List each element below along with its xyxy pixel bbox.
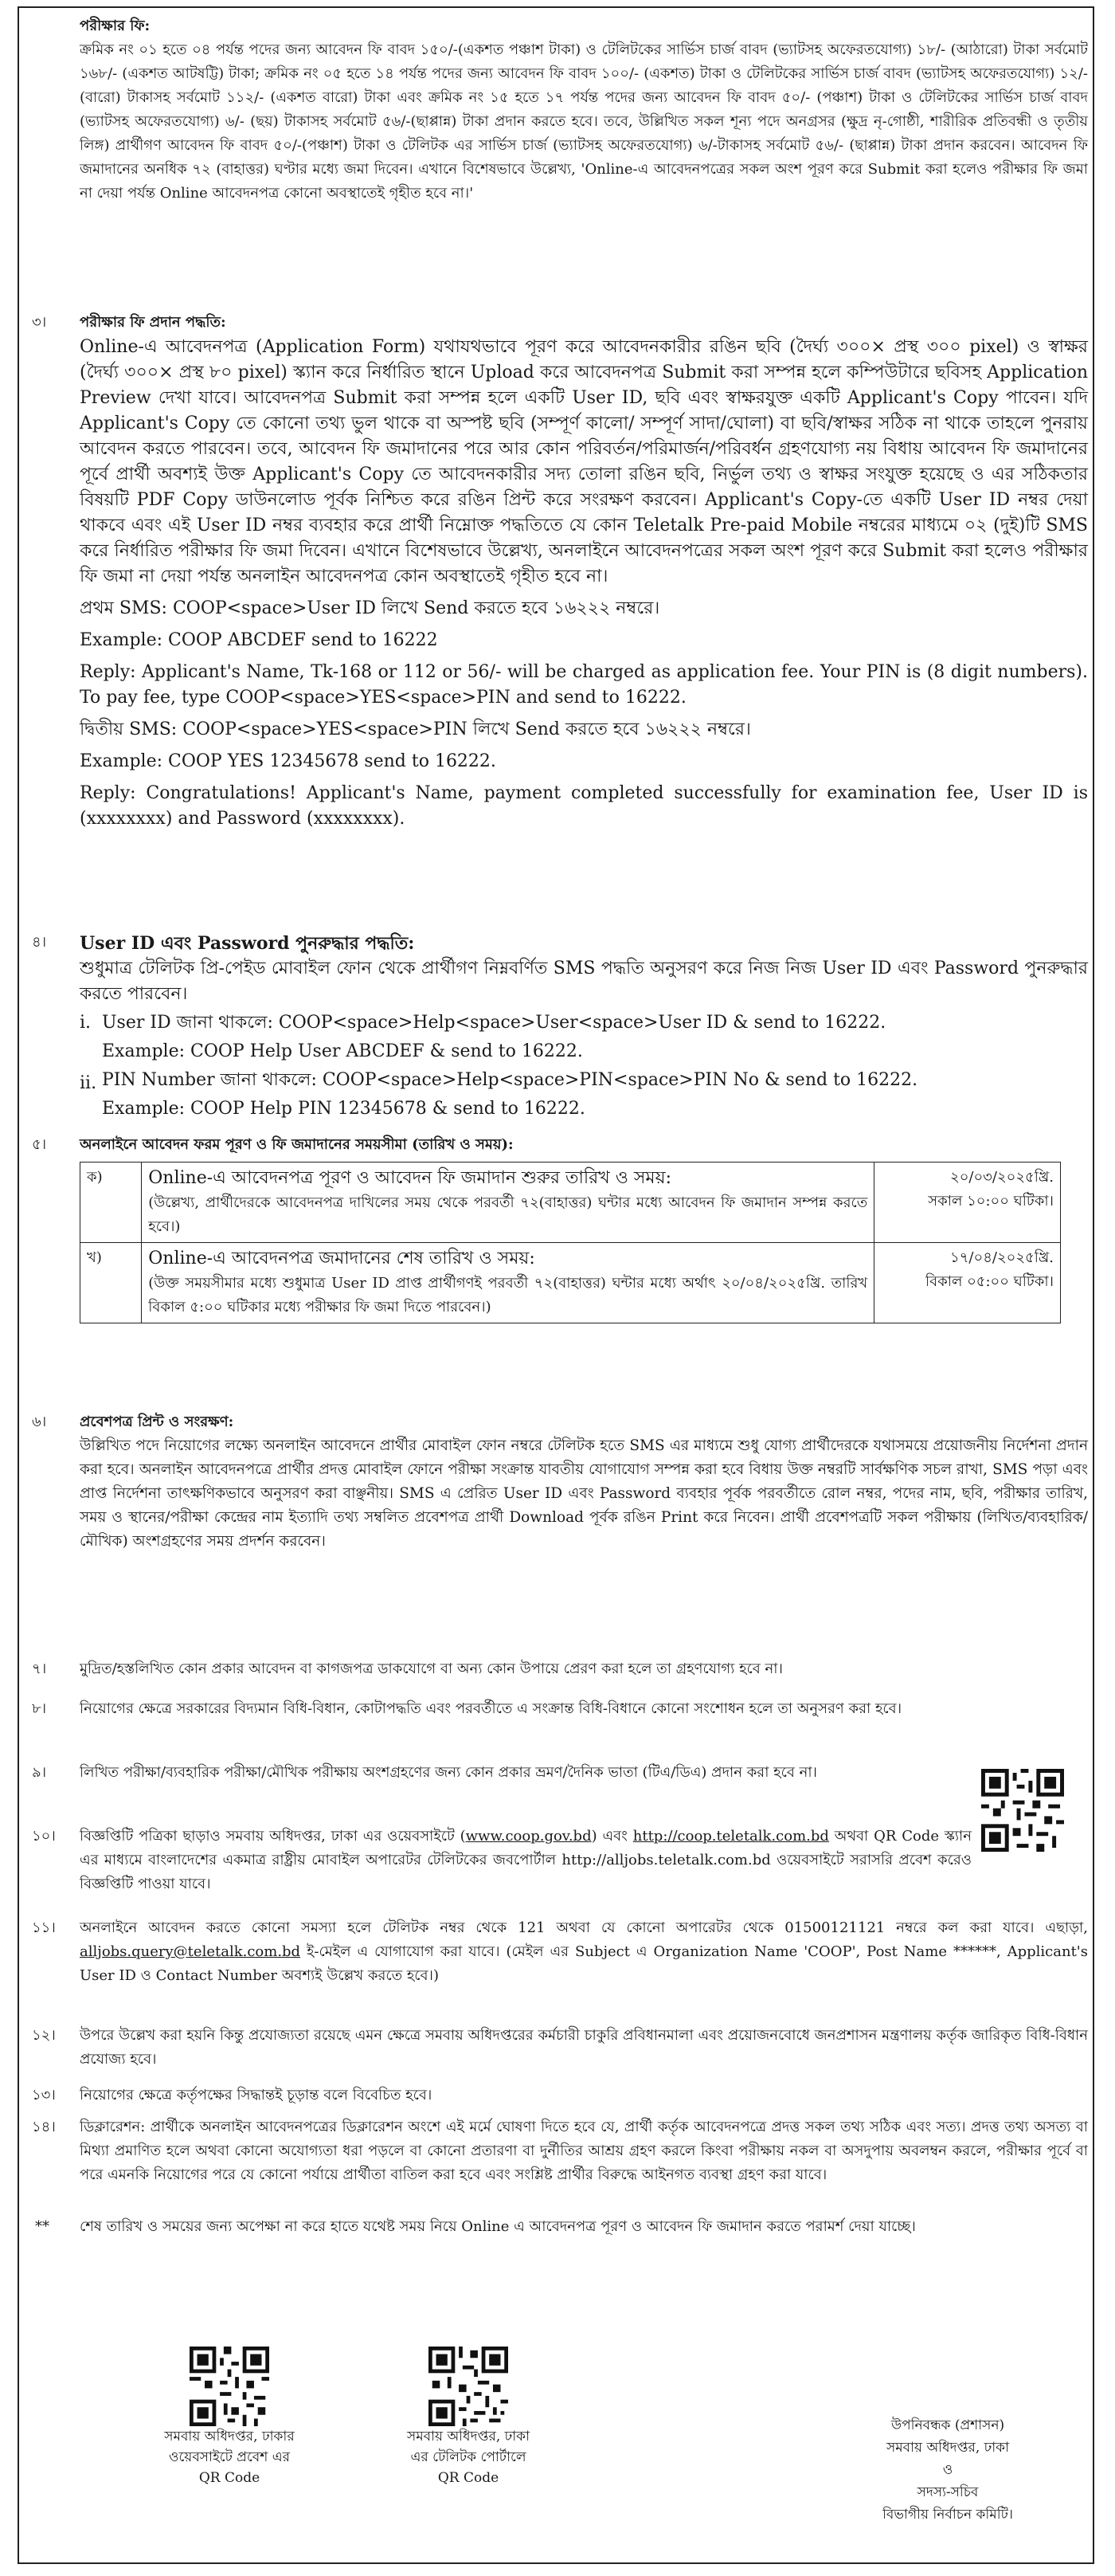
row-datetime bbox=[874, 1163, 1061, 1243]
qr-caption-line: সমবায় অধিদপ্তর, ঢাকা bbox=[406, 2429, 530, 2445]
section-text: মুদ্রিত/হস্তলিখিত কোন প্রকার আবেদন বা কাগজপত্র ডাকযোগে বা অন্য কোন উপায়ে প্রেরণ করা হলে তা গ্রহণযোগ্য হবে না। bbox=[80, 1660, 783, 1677]
row-note: (উল্লেখ্য, প্রার্থীদেরকে আবেদনপত্র দাখিলের সময় থেকে পরবর্তী ৭২(বাহাত্তর) ঘন্টার মধ্যে আবেদন ফি জমাদান সম্পন্ন করতে হবে।) bbox=[148, 1194, 868, 1235]
item-label: ii. bbox=[80, 1073, 97, 1093]
section-number: ৯। bbox=[32, 1764, 47, 1781]
section-text: ডিক্লারেশন: প্রার্থীকে অনলাইন আবেদনপত্রের ডিক্লারেশন অংশে এই মর্মে ঘোষণা দিতে হবে যে, প্রার্থী কর্তৃক আবেদনপত্রে প্রদত্ত সকল তথ্য সঠিক এবং সত্য। প্রদত্ত তথ্য অসত্য বা মিথ্যা প্রমাণিত হলে অথবা কোনো অযোগ্যতা ধরা পড়লে বা কোনো প্রতারণা বা দুর্নীতির আশ্রয় গ্রহণ করলে কিংবা পরীক্ষায় নকল বা অসদুপায় অবলম্বন করলে, পরীক্ষার পূর্বে বা পরে এমনকি নিয়োগের পরে যে কোনো পর্যায়ে প্রার্থীতা বাতিল করা হবে এবং সংশ্লিষ্ট প্রার্থীর বিরুদ্ধে আইনগত ব্যবস্থা গ্রহণ করা যাবে। bbox=[80, 2119, 1088, 2183]
second-sms-example: Example: COOP YES 12345678 send to 16222. bbox=[80, 751, 496, 771]
item-text: PIN Number জানা থাকলে: COOP<space>Help<space>PIN<space>PIN No & send to 16222. bbox=[102, 1070, 918, 1090]
fee-heading: পরীক্ষার ফি: bbox=[80, 18, 151, 34]
text-part: ) এবং bbox=[591, 1828, 628, 1845]
qr-caption-line: QR Code bbox=[437, 2470, 499, 2486]
row-datetime bbox=[874, 1243, 1061, 1323]
section-text: নিয়োগের ক্ষেত্রে কর্তৃপক্ষের সিদ্ধান্তই চূড়ান্ত বলে বিবেচিত হবে। bbox=[80, 2087, 432, 2104]
note-marker: ** bbox=[35, 2218, 49, 2235]
row-description bbox=[142, 1163, 874, 1243]
qr-code-website bbox=[981, 1769, 1064, 1852]
recovery-intro: শুধুমাত্র টেলিটক প্রি-পেইড মোবাইল ফোন থেকে প্রার্থীগণ নিম্নবর্ণিত SMS পদ্ধতি অনুসরণ করে নিজ নিজ User ID এবং Password পুনরুদ্ধার করতে পারবেন। bbox=[80, 959, 1088, 1004]
section-number: ৬। bbox=[32, 1413, 47, 1430]
section-heading: পরীক্ষার ফি প্রদান পদ্ধতি: bbox=[80, 314, 226, 331]
row-date: ২০/০৩/২০২৫খ্রি. bbox=[950, 1169, 1054, 1186]
second-sms-instruction: দ্বিতীয় SMS: COOP<space>YES<space>PIN লিখে Send করতে হবে ১৬২২২ নম্বরে। bbox=[80, 719, 751, 739]
row-time: বিকাল ০৫:০০ ঘটিকা। bbox=[925, 1273, 1054, 1290]
qr-caption-line: QR Code bbox=[198, 2470, 260, 2486]
section-number: ৩। bbox=[32, 314, 47, 331]
section-number: ১৪। bbox=[32, 2119, 56, 2135]
signatory-conjunction: ও bbox=[942, 2462, 953, 2478]
section-text: নিয়োগের ক্ষেত্রে সরকারের বিদ্যমান বিধি-বিধান, কোটাপদ্ধতি এবং পরবর্তীতে এ সংক্রান্ত বিধি-বিধানে কোনো সংশোধন হলে তা অনুসরণ করা হবে। bbox=[80, 1700, 902, 1717]
section-heading: User ID এবং Password পুনরুদ্ধার পদ্ধতি: bbox=[80, 933, 415, 954]
signatory-role: সদস্য-সচিব bbox=[917, 2484, 979, 2500]
row-time: সকাল ১০:০০ ঘটিকা। bbox=[928, 1193, 1054, 1210]
section-number: ৫। bbox=[32, 1136, 47, 1153]
row-note: (উক্ত সময়সীমার মধ্যে শুধুমাত্র User ID প্রাপ্ত প্রার্থীগণই পরবর্তী ৭২(বাহাত্তর) ঘন্টার মধ্যে অর্থাৎ ২০/০৪/২০২৫খ্রি. তারিখ বিকাল ৫:০০ ঘটিকার মধ্যে পরীক্ষার ফি জমা দিতে পারবেন।) bbox=[148, 1275, 868, 1315]
first-sms-example: Example: COOP ABCDEF send to 16222 bbox=[80, 630, 438, 650]
signatory-designation: উপনিবন্ধক (প্রশাসন) bbox=[890, 2417, 1005, 2433]
section-number: ১০। bbox=[32, 1828, 56, 1845]
qr-caption-line: এর টেলিটক পোর্টালে bbox=[410, 2449, 526, 2465]
row-label: খ) bbox=[80, 1243, 142, 1323]
row-title: Online-এ আবেদনপত্র পূরণ ও আবেদন ফি জমাদান শুরুর তারিখ ও সময়: bbox=[148, 1168, 671, 1188]
note-text: শেষ তারিখ ও সময়ের জন্য অপেক্ষা না করে হাতে যথেষ্ট সময় নিয়ে Online এ আবেদনপত্র পূরণ ও আবেদন ফি জমাদান করতে পরামর্শ দেয়া যাচ্ছে। bbox=[80, 2218, 916, 2235]
section-text: লিখিত পরীক্ষা/ব্যবহারিক পরীক্ষা/মৌখিক পরীক্ষায় অংশগ্রহণের জন্য কোন প্রকার ভ্রমণ/দৈনিক ভাতা (টিএ/ডিএ) প্রদান করা হবে না। bbox=[80, 1764, 817, 1781]
section-number: ১১। bbox=[32, 1919, 56, 1936]
row-label: ক) bbox=[80, 1163, 142, 1243]
item-example: Example: COOP Help User ABCDEF & send to 16222. bbox=[102, 1041, 583, 1061]
table-row bbox=[80, 1163, 1061, 1243]
table-row bbox=[80, 1243, 1061, 1323]
text-part: ই-মেইল এ যোগাযোগ করা যাবে। (মেইল এর Subject এ Organization Name 'COOP', Post Name ******, Applicant's User ID ও Contact Number অবশ্যই উল্লেখ করতে হবে।) bbox=[80, 1943, 1088, 1984]
website-link[interactable]: www.coop.gov.bd bbox=[465, 1828, 592, 1845]
text-part: অথবা QR Code স্ক্যান এর মাধ্যমে বাংলাদেশের একমাত্র রাষ্ট্রীয় মোবাইল অপারেটর টেলিটকের জবপোর্টাল http://alljobs.teletalk.com.bd ওয়েবসাইটে সরাসরি প্রবেশ করেও বিজ্ঞপ্তিটি পাওয়া যাবে। bbox=[80, 1828, 972, 1892]
item-text: User ID জানা থাকলে: COOP<space>Help<space>User<space>User ID & send to 16222. bbox=[102, 1013, 886, 1033]
qr-block-teletalk bbox=[381, 2347, 556, 2488]
item-label: i. bbox=[80, 1013, 92, 1033]
section-text bbox=[80, 1825, 972, 1896]
recovery-item-user-id bbox=[80, 1010, 1088, 1065]
qr-code-icon bbox=[190, 2347, 269, 2426]
section-number: ৮। bbox=[32, 1700, 47, 1717]
section-number: ৭। bbox=[32, 1660, 47, 1677]
section-number: ১২। bbox=[32, 2027, 56, 2044]
payment-paragraph: Online-এ আবেদনপত্র (Application Form) যথাযথভাবে পূরণ করে আবেদনকারীর রঙিন ছবি (দৈর্ঘ্য ৩০০× প্রস্থ ৩০০ pixel) ও স্বাক্ষর (দৈর্ঘ্য ৩০০× প্রস্থ ৮০ pixel) স্ক্যান করে নির্ধারিত স্থানে Upload করে আবেদনপত্র Submit করা সম্পন্ন হলে কম্পিউটারে ছবিসহ Application Preview দেখা যাবে। আবেদনপত্র Submit করা সম্পন্ন হলে একটি User ID, ছবি এবং স্বাক্ষরযুক্ত একটি Applicant's Copy পাবেন। যদি Applicant's Copy তে কোনো তথ্য ভুল থাকে বা অস্পষ্ট ছবি (সম্পূর্ণ কালো/ সম্পূর্ণ সাদা/ঘোলা) বা ছবি/স্বাক্ষর সঠিক না থাকে তাহলে পুনরায় আবেদন করতে পারবেন। তবে, আবেদন ফি জমাদানের পরে আর কোন পরিবর্তন/পরিমার্জন/পরিবর্ধন গ্রহণযোগ্য নয় বিধায় আবেদন ফি জমাদানের পূর্বে প্রার্থী অবশ্যই উক্ত Applicant's Copy তে আবেদনকারীর সদ্য তোলা রঙিন ছবি, নির্ভুল তথ্য ও স্বাক্ষর সংযুক্ত হয়েছে ও এর সঠিকতার বিষয়টি PDF Copy ডাউনলোড পূর্বক নিশ্চিত করে রঙিন প্রিন্ট করে সংরক্ষণ করবেন। Applicant's Copy-তে একটি User ID নম্বর দেয়া থাকবে এবং এই User ID নম্বর ব্যবহার করে প্রার্থী নিম্নোক্ত পদ্ধতিতে যে কোন Teletalk Pre-paid Mobile নম্বরের মাধ্যমে ০২ (দুই)টি SMS করে নির্ধারিত পরীক্ষার ফি জমা দিবেন। এখানে বিশেষভাবে উল্লেখ্য, অনলাইনে আবেদনপত্রের সকল অংশ পূরণ করে Submit করা হলেও পরীক্ষার ফি জমা না দেয়া পর্যন্ত অনলাইন আবেদনপত্র কোন অবস্থাতেই গৃহীত হবে না। bbox=[80, 337, 1088, 586]
qr-code-icon bbox=[981, 1769, 1064, 1852]
qr-caption-line: ওয়েবসাইটে প্রবেশ এর bbox=[168, 2449, 291, 2465]
section-text: উপরে উল্লেখ করা হয়নি কিন্তু প্রযোজ্যতা রয়েছে এমন ক্ষেত্রে সমবায় অধিদপ্তরের কর্মচারী চাকুরি প্রবিধানমালা এবং প্রয়োজনবোধে জনপ্রশাসন মন্ত্রণালয় কর্তৃক জারিকৃত বিধি-বিধান প্রযোজ্য হবে। bbox=[80, 2027, 1088, 2068]
section-heading: অনলাইনে আবেদন ফরম পূরণ ও ফি জমাদানের সময়সীমা (তারিখ ও সময়): bbox=[80, 1136, 514, 1153]
second-sms-reply: Reply: Congratulations! Applicant's Name, payment completed successfully for examination fee, User ID is (xxxxxxxx) and Password (xxxxxxxx). bbox=[80, 783, 1088, 829]
row-description bbox=[142, 1243, 874, 1323]
first-sms-reply: Reply: Applicant's Name, Tk-168 or 112 or 56/- will be charged as application fee. Your PIN is (8 digit numbers). To pay fee, type COOP<space>YES<space>PIN and send to 16222. bbox=[80, 662, 1088, 708]
row-date: ১৭/০৪/২০২৫খ্রি. bbox=[950, 1249, 1054, 1266]
first-sms-instruction: প্রথম SMS: COOP<space>User ID লিখে Send করতে হবে ১৬২২২ নম্বরে। bbox=[80, 598, 660, 618]
fee-text: ক্রমিক নং ০১ হতে ০৪ পর্যন্ত পদের জন্য আবেদন ফি বাবদ ১৫০/-(একশত পঞ্চাশ টাকা) ও টেলিটকের সার্ভিস চার্জ বাবদ (ভ্যাটসহ অফেরতযোগ্য) ১৮/- (আঠারো) টাকা সর্বমোট ১৬৮/- (একশত আটষট্টি) টাকা; ক্রমিক নং ০৫ হতে ১৪ পর্যন্ত পদের জন্য আবেদন ফি বাবদ ১০০/- (একশত) টাকা ও টেলিটকের সার্ভিস চার্জ বাবদ (ভ্যাটসহ অফেরতযোগ্য) ১২/- (বারো) টাকাসহ সর্বমোট ১১২/- (একশত বারো) টাকা এবং ক্রমিক নং ১৫ হতে ১৭ পর্যন্ত পদের জন্য আবেদন ফি বাবদ ৫০/- (পঞ্চাশ) টাকা ও টেলিটকের সার্ভিস চার্জ বাবদ (ভ্যাটসহ অফেরতযোগ্য) ৬/- (ছয়) টাকাসহ সর্বমোট ৫৬/-(ছাপ্পান্ন) টাকা প্রদান করতে হবে। তবে, উল্লিখিত সকল শূন্য পদে অনগ্রসর (ক্ষুদ্র নৃ-গোষ্ঠী, শারীরিক প্রতিবন্ধী ও তৃতীয় লিঙ্গ) প্রার্থীগণ আবেদন ফি বাবদ ৫০/-(পঞ্চাশ) টাকা ও টেলিটক এর সার্ভিস চার্জ (ভ্যাটসহ অফেরতযোগ্য) ৬/-টাকাসহ সর্বমোট ৫৬/- (ছাপ্পান্ন) টাকা প্রদান করবেন। আবেদন ফি জমাদানের অনধিক ৭২ (বাহাত্তর) ঘণ্টার মধ্যে জমা দিবেন। এখানে বিশেষভাবে উল্লেখ্য, 'Online-এ আবেদনপত্রের সকল অংশ পূরণ করে Submit করা হলেও পরীক্ষার ফি জমা না দেয়া পর্যন্ত Online আবেদনপত্র কোনো অবস্থাতেই গৃহীত হবে না।' bbox=[80, 41, 1088, 202]
row-title: Online-এ আবেদনপত্র জমাদানের শেষ তারিখ ও সময়: bbox=[148, 1249, 535, 1268]
qr-code-icon bbox=[428, 2347, 508, 2426]
section-text bbox=[80, 1916, 1088, 1988]
support-email-link[interactable]: alljobs.query@teletalk.com.bd bbox=[80, 1943, 301, 1960]
section-number: ১৩। bbox=[32, 2087, 56, 2104]
qr-caption-line: সমবায় অধিদপ্তর, ঢাকার bbox=[164, 2429, 295, 2445]
recovery-item-pin bbox=[80, 1068, 1088, 1122]
section-heading: প্রবেশপত্র প্রিন্ট ও সংরক্ষণ: bbox=[80, 1413, 234, 1430]
admit-card-text: উল্লিখিত পদে নিয়োগের লক্ষ্যে অনলাইন আবেদনে প্রার্থীর মোবাইল ফোন নম্বরে টেলিটক হতে SMS এর মাধ্যমে শুধু যোগ্য প্রার্থীদেরকে যথাসময়ে প্রয়োজনীয় নির্দেশনা প্রদান করা হবে। অনলাইন আবেদনপত্রে প্রার্থীর প্রদত্ত মোবাইল ফোনে পরীক্ষা সংক্রান্ত যাবতীয় যোগাযোগ সম্পন্ন করা হবে বিধায় উক্ত নম্বরটি সার্বক্ষণিক সচল রাখা, SMS পড়া এবং প্রাপ্ত নির্দেশনা তাৎক্ষণিকভাবে অনুসরণ করা বাঞ্ছনীয়। SMS এ প্রেরিত User ID এবং Password ব্যবহার পূর্বক পরবর্তীতে রোল নম্বর, পদের নাম, ছবি, পরীক্ষার তারিখ, সময় ও স্থানের/পরীক্ষা কেন্দ্রের নাম ইত্যাদি তথ্য সম্বলিত প্রবেশপত্র প্রার্থী Download পূর্বক রঙিন Print করে নিবেন। প্রার্থী প্রবেশপত্রটি সকল পরীক্ষায় (লিখিত/ব্যবহারিক/মৌখিক) অংশগ্রহণের সময় প্রদর্শন করবেন। bbox=[80, 1437, 1088, 1550]
schedule-table bbox=[80, 1162, 1061, 1323]
item-example: Example: COOP Help PIN 12345678 & send to 16222. bbox=[102, 1099, 585, 1119]
section-number: ৪। bbox=[32, 934, 47, 951]
signature-block bbox=[828, 2414, 1067, 2526]
text-part: বিজ্ঞপ্তিটি পত্রিকা ছাড়াও সমবায় অধিদপ্তর, ঢাকা এর ওয়েবসাইটে ( bbox=[80, 1828, 466, 1845]
signatory-office: সমবায় অধিদপ্তর, ঢাকা bbox=[886, 2440, 1010, 2456]
text-part: অনলাইনে আবেদন করতে কোনো সমস্যা হলে টেলিটক নম্বর থেকে 121 অথবা যে কোনো অপারেটর থেকে 01500121121 নম্বরে কল করা যাবে। এছাড়া, bbox=[80, 1919, 1088, 1936]
signatory-committee: বিভাগীয় নির্বাচন কমিটি। bbox=[882, 2507, 1013, 2523]
qr-block-website bbox=[142, 2347, 317, 2488]
teletalk-link[interactable]: http://coop.teletalk.com.bd bbox=[632, 1828, 829, 1845]
